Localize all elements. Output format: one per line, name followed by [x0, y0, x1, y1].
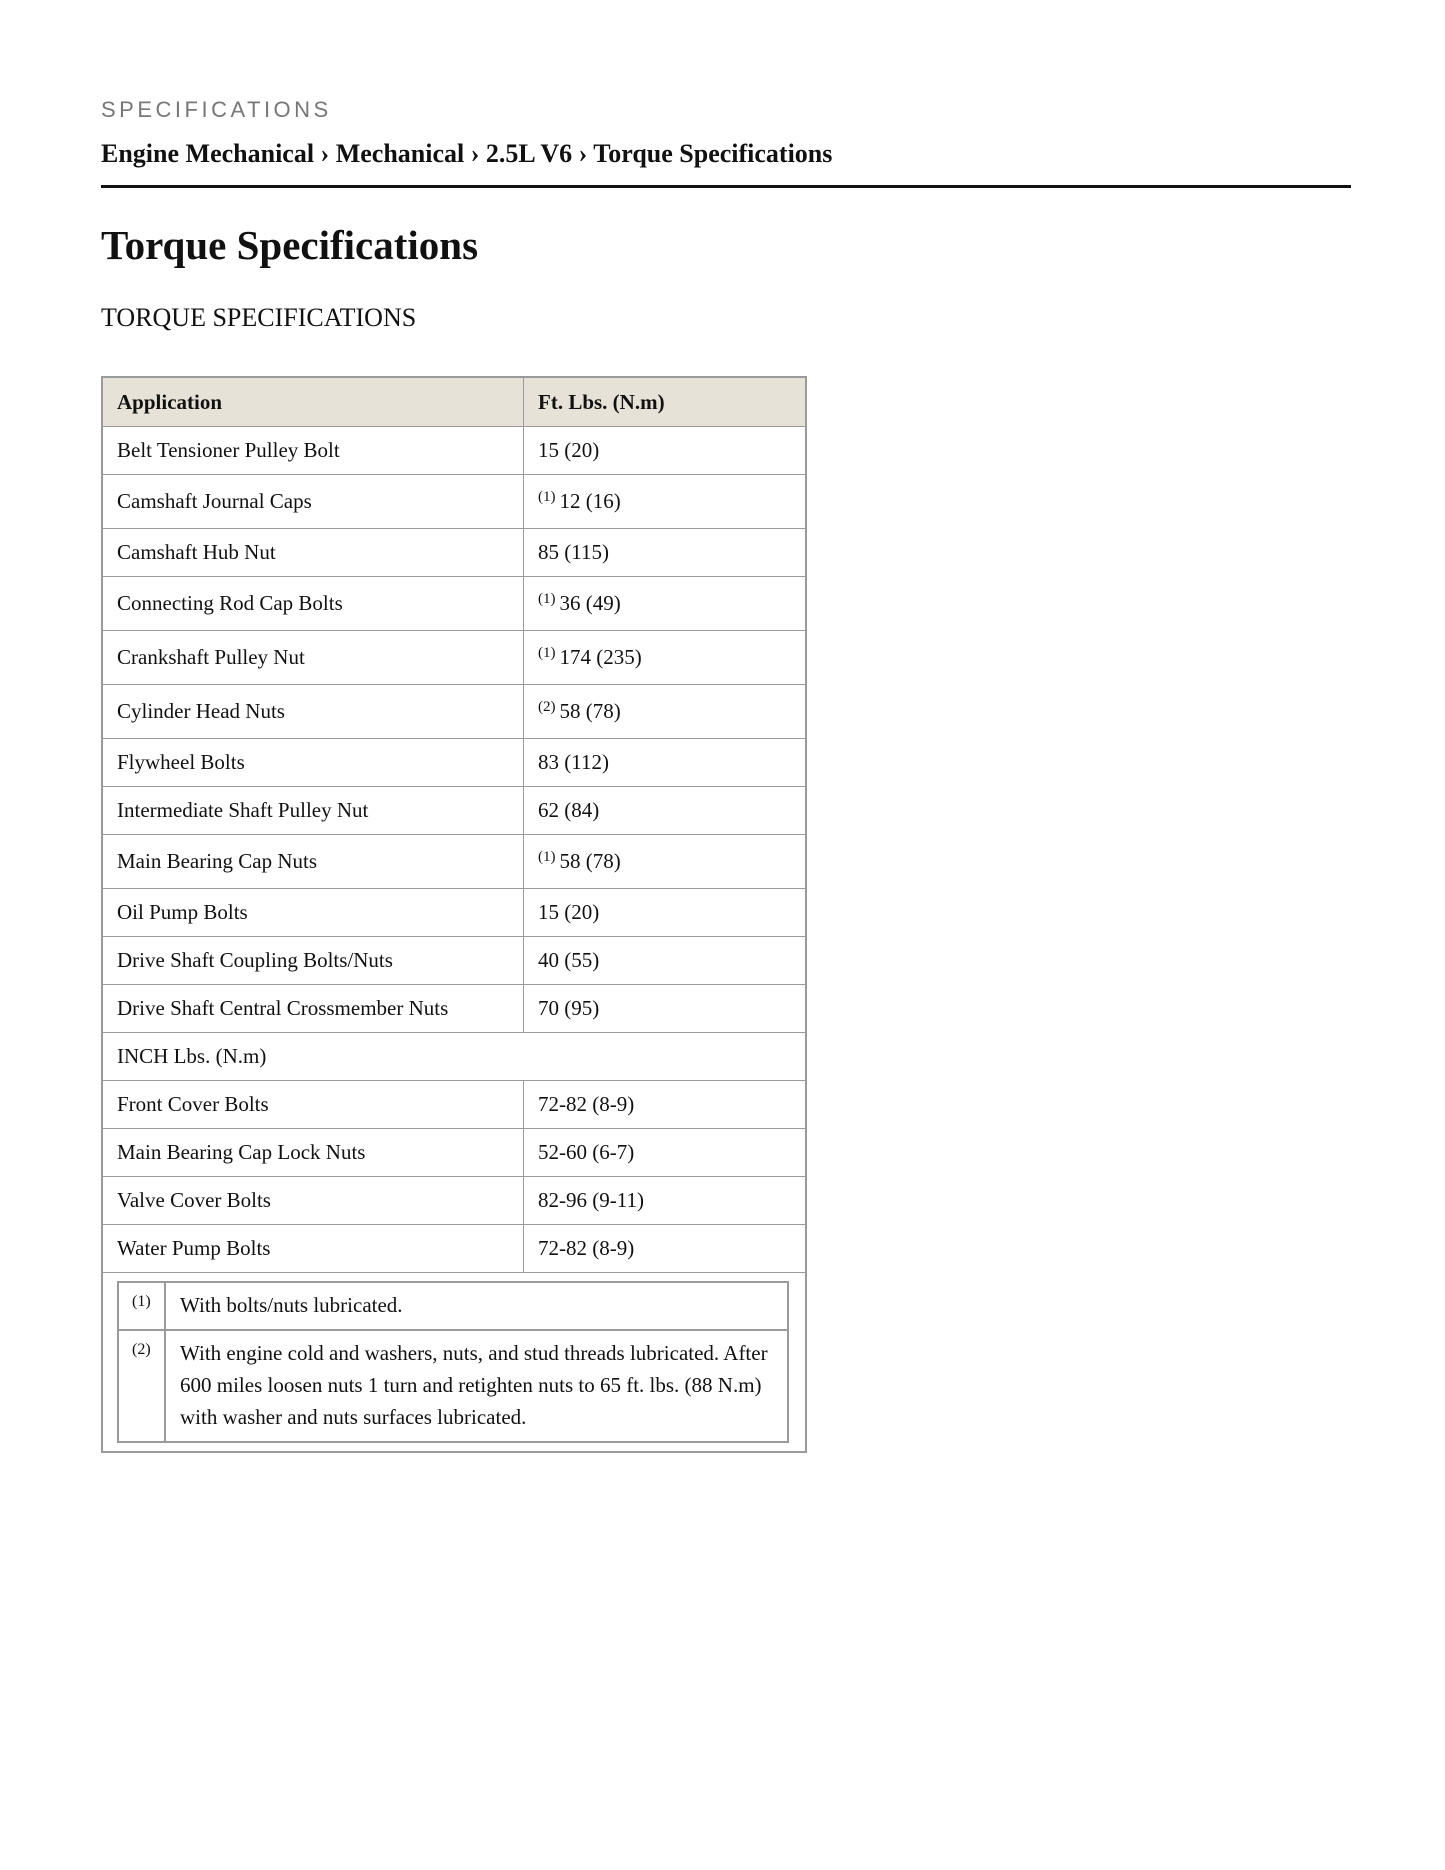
table-row [102, 937, 806, 985]
section-title: TORQUE SPECIFICATIONS [101, 303, 417, 332]
application-cell: Camshaft Journal Caps [102, 475, 524, 529]
application-cell: Valve Cover Bolts [102, 1177, 524, 1225]
torque-value-cell [524, 787, 807, 835]
table-row [102, 787, 806, 835]
header-divider [101, 185, 1351, 188]
column-header-ft-lbs: Ft. Lbs. (N.m) [524, 377, 807, 427]
application-cell: Water Pump Bolts [102, 1225, 524, 1273]
torque-value: 70 (95) [538, 996, 600, 1020]
footnote-row [118, 1330, 788, 1442]
torque-value: 36 (49) [559, 591, 621, 615]
torque-value: 12 (16) [559, 489, 621, 513]
footnote-ref: (1) [538, 591, 556, 607]
torque-value: 58 (78) [559, 849, 621, 873]
torque-value-cell [524, 835, 807, 889]
torque-spec-table [101, 376, 807, 1453]
inch-group-row [102, 1033, 806, 1081]
footnote-text: With engine cold and washers, nuts, and stud threads lubricated. After 600 miles loosen nuts 1 turn and retighten nuts to 65 ft. lbs. (88 N.m) with washer and nuts surfaces lubricated. [165, 1330, 788, 1442]
document-page [101, 0, 1351, 1453]
table-row [102, 1177, 806, 1225]
table-row [102, 985, 806, 1033]
application-cell: Camshaft Hub Nut [102, 529, 524, 577]
footnotes-row [102, 1273, 806, 1453]
application-cell: Oil Pump Bolts [102, 889, 524, 937]
application-cell: Drive Shaft Coupling Bolts/Nuts [102, 937, 524, 985]
footnote-ref: (1) [538, 489, 556, 505]
torque-value-cell [524, 739, 807, 787]
torque-value: 83 (112) [538, 750, 609, 774]
table-row [102, 1081, 806, 1129]
application-cell: Flywheel Bolts [102, 739, 524, 787]
torque-value-cell [524, 937, 807, 985]
torque-value-cell [524, 631, 807, 685]
torque-value: 15 (20) [538, 438, 600, 462]
application-cell: Cylinder Head Nuts [102, 685, 524, 739]
torque-value: 15 (20) [538, 900, 600, 924]
torque-value-cell [524, 685, 807, 739]
table-row [102, 739, 806, 787]
torque-value-cell [524, 427, 807, 475]
inch-group-label: INCH Lbs. (N.m) [102, 1033, 806, 1081]
table-row [102, 685, 806, 739]
breadcrumb: Engine Mechanical › Mechanical › 2.5L V6 › Torque Specifications [101, 139, 833, 168]
column-header-application: Application [102, 377, 524, 427]
table-row [102, 1225, 806, 1273]
table-row [102, 427, 806, 475]
footnote-ref: (1) [538, 849, 556, 865]
application-cell: Front Cover Bolts [102, 1081, 524, 1129]
application-cell: Belt Tensioner Pulley Bolt [102, 427, 524, 475]
table-row [102, 889, 806, 937]
table-row [102, 529, 806, 577]
torque-value: 40 (55) [538, 948, 600, 972]
torque-value-cell: 82-96 (9-11) [524, 1177, 807, 1225]
page-title: Torque Specifications [101, 222, 479, 268]
torque-value: 62 (84) [538, 798, 600, 822]
torque-value-cell: 52-60 (6-7) [524, 1129, 807, 1177]
footnotes-cell [102, 1273, 806, 1453]
footnote-ref: (1) [538, 645, 556, 661]
footnote-ref: (2) [538, 699, 556, 715]
footnote-mark: (2) [118, 1330, 165, 1442]
torque-value-cell [524, 529, 807, 577]
footnote-text: With bolts/nuts lubricated. [165, 1282, 788, 1330]
torque-value-cell [524, 475, 807, 529]
application-cell: Crankshaft Pulley Nut [102, 631, 524, 685]
application-cell: Main Bearing Cap Lock Nuts [102, 1129, 524, 1177]
application-cell: Intermediate Shaft Pulley Nut [102, 787, 524, 835]
footnotes-table [117, 1281, 789, 1443]
ft-lbs-rows [102, 427, 806, 1033]
application-cell: Main Bearing Cap Nuts [102, 835, 524, 889]
footnote-row [118, 1282, 788, 1330]
application-cell: Drive Shaft Central Crossmember Nuts [102, 985, 524, 1033]
section-kicker: SPECIFICATIONS [101, 97, 332, 122]
torque-value-cell [524, 889, 807, 937]
table-row [102, 577, 806, 631]
torque-value-cell: 72-82 (8-9) [524, 1225, 807, 1273]
torque-value-cell: 72-82 (8-9) [524, 1081, 807, 1129]
footnote-mark: (1) [118, 1282, 165, 1330]
torque-value: 174 (235) [559, 645, 642, 669]
application-cell: Connecting Rod Cap Bolts [102, 577, 524, 631]
torque-value: 58 (78) [559, 699, 621, 723]
torque-value-cell [524, 577, 807, 631]
table-header-row [102, 377, 806, 427]
table-row [102, 475, 806, 529]
table-row [102, 1129, 806, 1177]
inch-lbs-rows [102, 1081, 806, 1273]
torque-value-cell [524, 985, 807, 1033]
table-row [102, 835, 806, 889]
torque-value: 85 (115) [538, 540, 609, 564]
table-row [102, 631, 806, 685]
